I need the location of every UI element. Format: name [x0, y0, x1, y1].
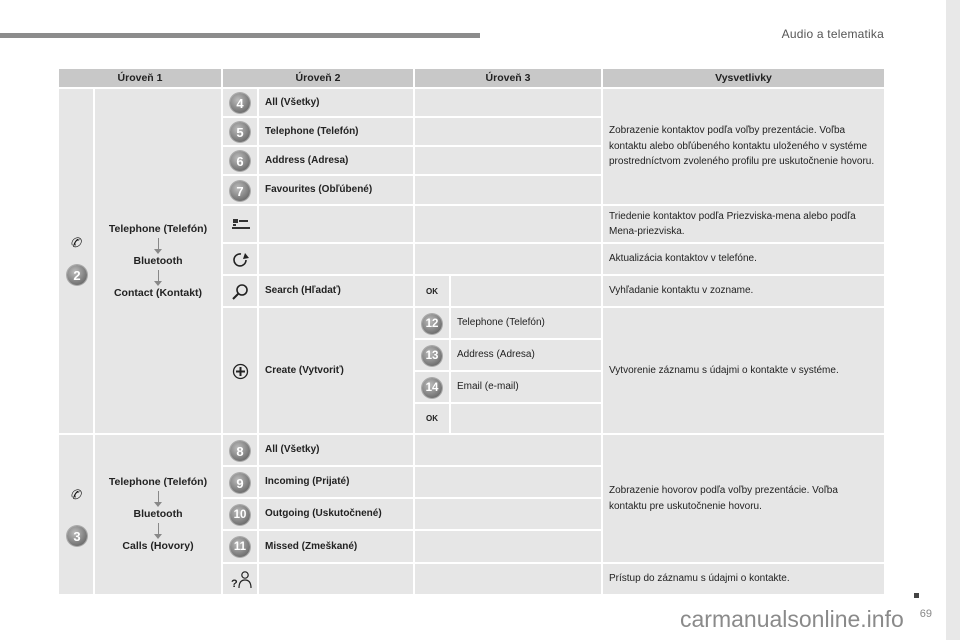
menu-item: Telephone (Telefón): [258, 117, 414, 146]
badge-cell: [414, 371, 450, 403]
step-badge: 13: [422, 346, 442, 366]
group1-level1-cell: [58, 88, 94, 434]
menu-path: [98, 475, 218, 553]
step-badge: 6: [230, 151, 250, 171]
add-circle-icon: [232, 363, 249, 380]
legend-text: Zobrazenie hovorov podľa voľby prezentácie. Voľba kontaktu pre uskutočnenie hovoru.: [602, 434, 885, 563]
empty-cell: [414, 563, 602, 595]
menu-item: All (Všetky): [258, 88, 414, 117]
legend-text: Prístup do záznamu s údajmi o kontakte.: [602, 563, 885, 595]
empty-cell: [414, 175, 602, 205]
menu-item: Address (Adresa): [450, 339, 602, 371]
col-header-level1: Úroveň 1: [58, 68, 222, 88]
menu-table: [58, 68, 885, 595]
step-badge: 2: [67, 265, 87, 285]
step-badge: 11: [230, 537, 250, 557]
col-header-legend: Vysvetlivky: [602, 68, 885, 88]
menu-item: Search (Hľadať): [258, 275, 414, 307]
badge-cell: [222, 117, 258, 146]
badge-cell: [222, 88, 258, 117]
step-badge: 14: [422, 378, 442, 398]
menu-item: Email (e-mail): [450, 371, 602, 403]
menu-item: Incoming (Prijaté): [258, 466, 414, 498]
empty-cell: [414, 466, 602, 498]
ok-label: OK: [414, 403, 450, 434]
menu-item: Favourites (Obľúbené): [258, 175, 414, 205]
empty-cell: [258, 563, 414, 595]
phone-icon: ✆: [70, 235, 81, 250]
contact-info-cell: [222, 563, 258, 595]
menu-item: Outgoing (Uskutočnené): [258, 498, 414, 530]
path-step: Contact (Kontakt): [113, 287, 203, 299]
badge-cell: [222, 466, 258, 498]
arrow-down-icon: [154, 534, 162, 539]
step-badge: 3: [67, 526, 87, 546]
empty-cell: [258, 243, 414, 275]
create-cell: [222, 307, 258, 434]
badge-cell: [222, 175, 258, 205]
col-header-level2: Úroveň 2: [222, 68, 414, 88]
badge-cell: [222, 530, 258, 563]
legend-text: Aktualizácia kontaktov v telefóne.: [602, 243, 885, 275]
step-badge: 12: [422, 314, 442, 334]
empty-cell: [450, 275, 602, 307]
header-title: Audio a telematika: [781, 27, 884, 41]
side-strip: [946, 0, 960, 640]
search-icon: [232, 283, 250, 301]
legend-text: Vyhľadanie kontaktu v zozname.: [602, 275, 885, 307]
empty-cell: [450, 403, 602, 434]
watermark: carmanualsonline.info: [680, 606, 904, 632]
menu-item: Create (Vytvoriť): [258, 307, 414, 434]
svg-text:?: ?: [231, 578, 238, 590]
step-badge: 10: [230, 505, 250, 525]
legend-text: Zobrazenie kontaktov podľa voľby prezentácie. Voľba kontaktu alebo obľúbeného kontaktu uloženého v systéme prostredníctvom zvoleného profilu pre uskutočnenie hovoru.: [602, 88, 885, 205]
group2-level1-cell: [58, 434, 94, 595]
empty-cell: [414, 146, 602, 175]
step-badge: 9: [230, 473, 250, 493]
contact-details-icon: [231, 570, 253, 590]
empty-cell: [414, 530, 602, 563]
arrow-down-icon: [154, 502, 162, 507]
ok-label: OK: [414, 275, 450, 307]
empty-cell: [258, 205, 414, 243]
empty-cell: [414, 498, 602, 530]
step-badge: 4: [230, 93, 250, 113]
step-badge: 7: [230, 181, 250, 201]
sort-contacts-icon: [232, 218, 250, 231]
menu-item: Missed (Zmeškané): [258, 530, 414, 563]
empty-cell: [414, 205, 602, 243]
menu-item: All (Všetky): [258, 434, 414, 466]
badge-cell: [222, 498, 258, 530]
menu-item: Address (Adresa): [258, 146, 414, 175]
group1-path-cell: [94, 88, 222, 434]
badge-cell: [222, 434, 258, 466]
step-badge: 5: [230, 122, 250, 142]
arrow-down-icon: [154, 249, 162, 254]
legend-text: Vytvorenie záznamu s údajmi o kontakte v systéme.: [602, 307, 885, 434]
phone-icon: ✆: [70, 487, 81, 502]
arrow-down-icon: [154, 281, 162, 286]
page-marker: [914, 593, 919, 598]
badge-cell: [222, 146, 258, 175]
search-cell: [222, 275, 258, 307]
menu-item: Telephone (Telefón): [450, 307, 602, 339]
sort-cell: [222, 205, 258, 243]
legend-text: Triedenie kontaktov podľa Priezviska-mena alebo podľa Mena-priezviska.: [602, 205, 885, 243]
empty-cell: [414, 88, 602, 117]
col-header-level3: Úroveň 3: [414, 68, 602, 88]
step-badge: 8: [230, 441, 250, 461]
badge-cell: [414, 307, 450, 339]
path-step: Calls (Hovory): [122, 540, 194, 552]
path-step: Bluetooth: [133, 255, 183, 267]
update-cell: [222, 243, 258, 275]
page-number: 69: [919, 608, 932, 620]
path-step: Telephone (Telefón): [108, 476, 208, 488]
empty-cell: [414, 117, 602, 146]
empty-cell: [414, 434, 602, 466]
menu-path: [98, 222, 218, 300]
group2-path-cell: [94, 434, 222, 595]
refresh-icon: [231, 251, 251, 269]
empty-cell: [414, 243, 602, 275]
badge-cell: [414, 339, 450, 371]
path-step: Telephone (Telefón): [108, 223, 208, 235]
header-rule: [0, 33, 480, 38]
path-step: Bluetooth: [133, 508, 183, 520]
